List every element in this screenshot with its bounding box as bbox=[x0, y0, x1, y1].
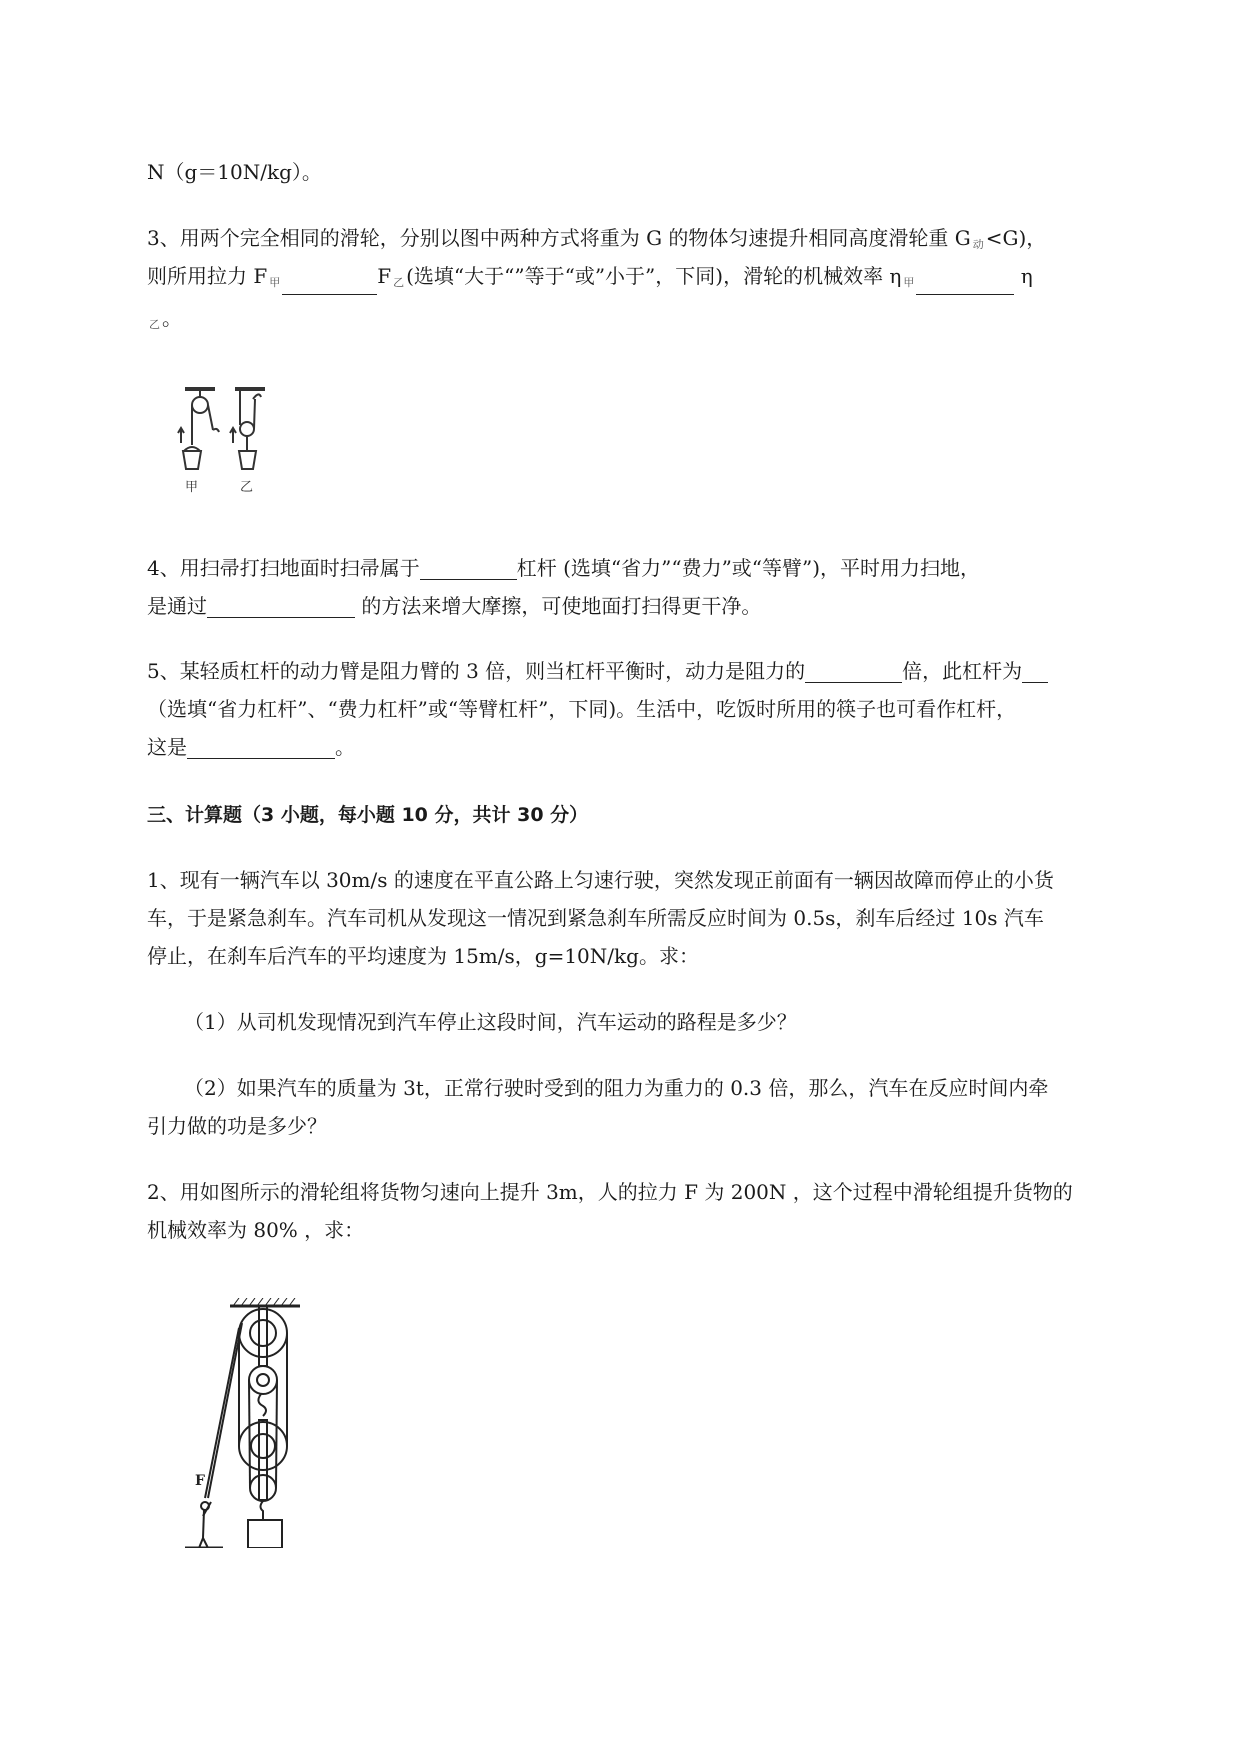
c2-line-2: 机械效率为 80% ，求： bbox=[147, 1218, 365, 1242]
q5-line-3: 这是 。 bbox=[147, 735, 355, 759]
answer-blank[interactable] bbox=[207, 595, 355, 618]
answer-blank[interactable] bbox=[420, 557, 517, 580]
c1-line-3: 停止，在刹车后汽车的平均速度为 15m/s，g=10N/kg。求： bbox=[147, 944, 699, 968]
q4-line-1: 4、用扫帚打扫地面时扫帚属于 杠杆 (选填“省力”“费力”或“等臂”)，平时用力扫地， bbox=[147, 556, 981, 580]
answer-blank[interactable] bbox=[282, 272, 377, 295]
c1-part-2-line-1: （2）如果汽车的质量为 3t，正常行驶时受到的阻力为重力的 0.3 倍，那么，汽车在反应时间内牵 bbox=[184, 1076, 1049, 1100]
text-line: N（g＝10N/kg）。 bbox=[147, 160, 322, 184]
answer-blank[interactable] bbox=[187, 736, 335, 759]
c1-part-2-line-2: 引力做的功是多少？ bbox=[147, 1114, 327, 1138]
pulley-figure-q3 bbox=[175, 385, 280, 500]
c1-line-1: 1、现有一辆汽车以 30m/s 的速度在平直公路上匀速行驶，突然发现正前面有一辆因故障而停止的小货 bbox=[147, 868, 1054, 892]
q3-line-2: 则所用拉力 F $_甲$ F $_乙$ (选填“大于“”等于“或”小于”，下同)，滑轮的机械效率 η $_甲$ η bbox=[147, 264, 1033, 295]
pulley-block-figure bbox=[175, 1298, 305, 1548]
c1-line-2: 车，于是紧急刹车。汽车司机从发现这一情况到紧急刹车所需反应时间为 0.5s，刹车后经过 10s 汽车 bbox=[147, 906, 1044, 930]
q3-line-3: $_乙$ 。 bbox=[149, 306, 182, 331]
section-heading: 三、计算题（3 小题，每小题 10 分，共计 30 分） bbox=[147, 804, 589, 826]
force-label: F bbox=[195, 1473, 205, 1489]
q3-line-1: 3、用两个完全相同的滑轮，分别以图中两种方式将重为 G 的物体匀速提升相同高度滑轮重 G $_动$ <G)， bbox=[147, 226, 1047, 251]
figure-label-yi: 乙 bbox=[240, 480, 254, 495]
answer-blank[interactable] bbox=[916, 272, 1014, 295]
q5-line-2: （选填“省力杠杆”、“费力杠杆”或“等臂杠杆”，下同)。生活中，吃饭时所用的筷子也可看作杠杆， bbox=[147, 697, 1017, 721]
c1-part-1: （1）从司机发现情况到汽车停止这段时间，汽车运动的路程是多少？ bbox=[184, 1010, 797, 1034]
answer-blank[interactable] bbox=[805, 660, 902, 683]
answer-blank[interactable] bbox=[1022, 660, 1048, 683]
c2-line-1: 2、用如图所示的滑轮组将货物匀速向上提升 3m，人的拉力 F 为 200N ，这个过程中滑轮组提升货物的 bbox=[147, 1180, 1073, 1204]
q5-line-1: 5、某轻质杠杆的动力臂是阻力臂的 3 倍，则当杠杆平衡时，动力是阻力的 倍，此杠杆为 bbox=[147, 659, 1048, 683]
q4-line-2: 是通过 的方法来增大摩擦，可使地面打扫得更干净。 bbox=[147, 594, 762, 618]
figure-label-jia: 甲 bbox=[185, 480, 199, 495]
